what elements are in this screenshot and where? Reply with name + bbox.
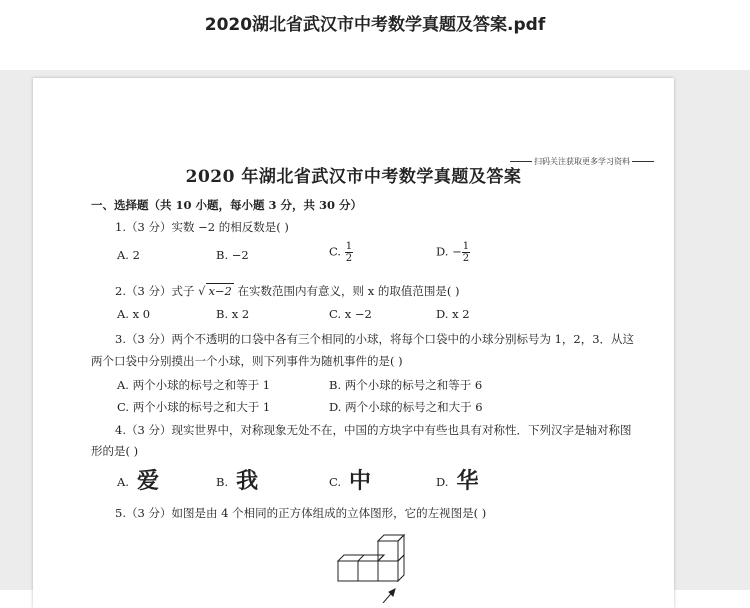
viewer-header bbox=[0, 0, 750, 70]
question-4-option-a bbox=[117, 464, 159, 495]
fraction-numerator: 1 bbox=[462, 241, 470, 252]
section-heading: 一、选择题（共 10 小题，每小题 3 分，共 30 分） bbox=[91, 198, 363, 212]
question-1-stem: 1.（3 分）实数 −2 的相反数是( ) bbox=[115, 220, 289, 234]
question-4-option-c bbox=[329, 464, 371, 495]
cube-front-face-1 bbox=[338, 561, 358, 581]
option-d-label: D. bbox=[436, 475, 449, 489]
question-3-option-a: A. 两个小球的标号之和等于 1 bbox=[117, 378, 271, 392]
fraction bbox=[462, 241, 470, 264]
bottom-side-face bbox=[398, 555, 404, 581]
question-3-option-c: C. 两个小球的标号之和大于 1 bbox=[117, 400, 271, 414]
cube-side-face bbox=[398, 535, 404, 561]
fraction-denominator: 2 bbox=[462, 253, 470, 264]
option-a-label: A. bbox=[117, 475, 129, 489]
question-3-option-d: D. 两个小球的标号之和大于 6 bbox=[329, 400, 483, 414]
question-1-option-b: B. −2 bbox=[216, 248, 249, 262]
question-4-stem-line1: 4.（3 分）现实世界中，对称现象无处不在，中国的方块字中有些也具有对称性．下列汉字是轴对称图 bbox=[115, 423, 632, 437]
option-d-character: 华 bbox=[456, 469, 479, 494]
option-c-label: C. bbox=[329, 475, 342, 489]
side-note-text: 扫码关注获取更多学习资料 bbox=[534, 157, 630, 166]
question-3-option-b: B. 两个小球的标号之和等于 6 bbox=[329, 378, 483, 392]
option-b-label: B. bbox=[216, 475, 229, 489]
radicand: x−2 bbox=[208, 284, 232, 298]
cube-top-face bbox=[378, 535, 404, 541]
question-2-option-d: D. x 2 bbox=[436, 307, 470, 321]
cube-front-face-3 bbox=[378, 561, 398, 581]
question-2-prefix: 2.（3 分）式子 bbox=[115, 284, 195, 298]
question-2-option-a: A. x 0 bbox=[117, 307, 151, 321]
fraction-denominator: 2 bbox=[345, 253, 353, 264]
question-1-option-d bbox=[436, 241, 470, 264]
file-title: 2020湖北省武汉市中考数学真题及答案.pdf bbox=[204, 15, 546, 35]
question-2-stem: 2.（3 分）式子 √ x−2 在实数范围内有意义，则 x 的取值范围是( ) bbox=[115, 284, 460, 298]
fraction bbox=[345, 241, 353, 264]
question-2-option-c: C. x −2 bbox=[329, 307, 372, 321]
pdf-page bbox=[33, 78, 674, 608]
cube-figure bbox=[323, 533, 413, 603]
option-c-character: 中 bbox=[349, 469, 372, 494]
question-3-stem-line2: 两个口袋中分别摸出一个小球，则下列事件为随机事件的是( ) bbox=[91, 354, 403, 368]
pdf-viewer[interactable] bbox=[0, 70, 750, 590]
question-4-option-b bbox=[216, 464, 258, 495]
option-d-label: D. − bbox=[436, 244, 462, 259]
cube-front-face-2 bbox=[358, 561, 378, 581]
question-5-stem: 5.（3 分）如图是由 4 个相同的正方体组成的立体图形，它的左视图是( ) bbox=[115, 506, 487, 520]
fraction-numerator: 1 bbox=[345, 241, 353, 252]
option-a-character: 爱 bbox=[136, 469, 159, 494]
question-2-suffix: 在实数范围内有意义，则 x 的取值范围是( ) bbox=[237, 284, 460, 298]
question-4-stem-line2: 形的是( ) bbox=[91, 444, 139, 458]
question-1-option-c bbox=[329, 241, 353, 264]
question-1-option-a: A. 2 bbox=[117, 248, 140, 262]
option-b-character: 我 bbox=[236, 469, 259, 494]
document-title: 2020 年湖北省武汉市中考数学真题及答案 bbox=[185, 167, 522, 187]
question-2-option-b: B. x 2 bbox=[216, 307, 250, 321]
question-4-option-d bbox=[436, 464, 478, 495]
question-3-stem-line1: 3.（3 分）两个不透明的口袋中各有三个相同的小球，将每个口袋中的小球分别标号为 1，2，3．从这 bbox=[115, 332, 635, 346]
option-c-label: C. bbox=[329, 244, 342, 259]
